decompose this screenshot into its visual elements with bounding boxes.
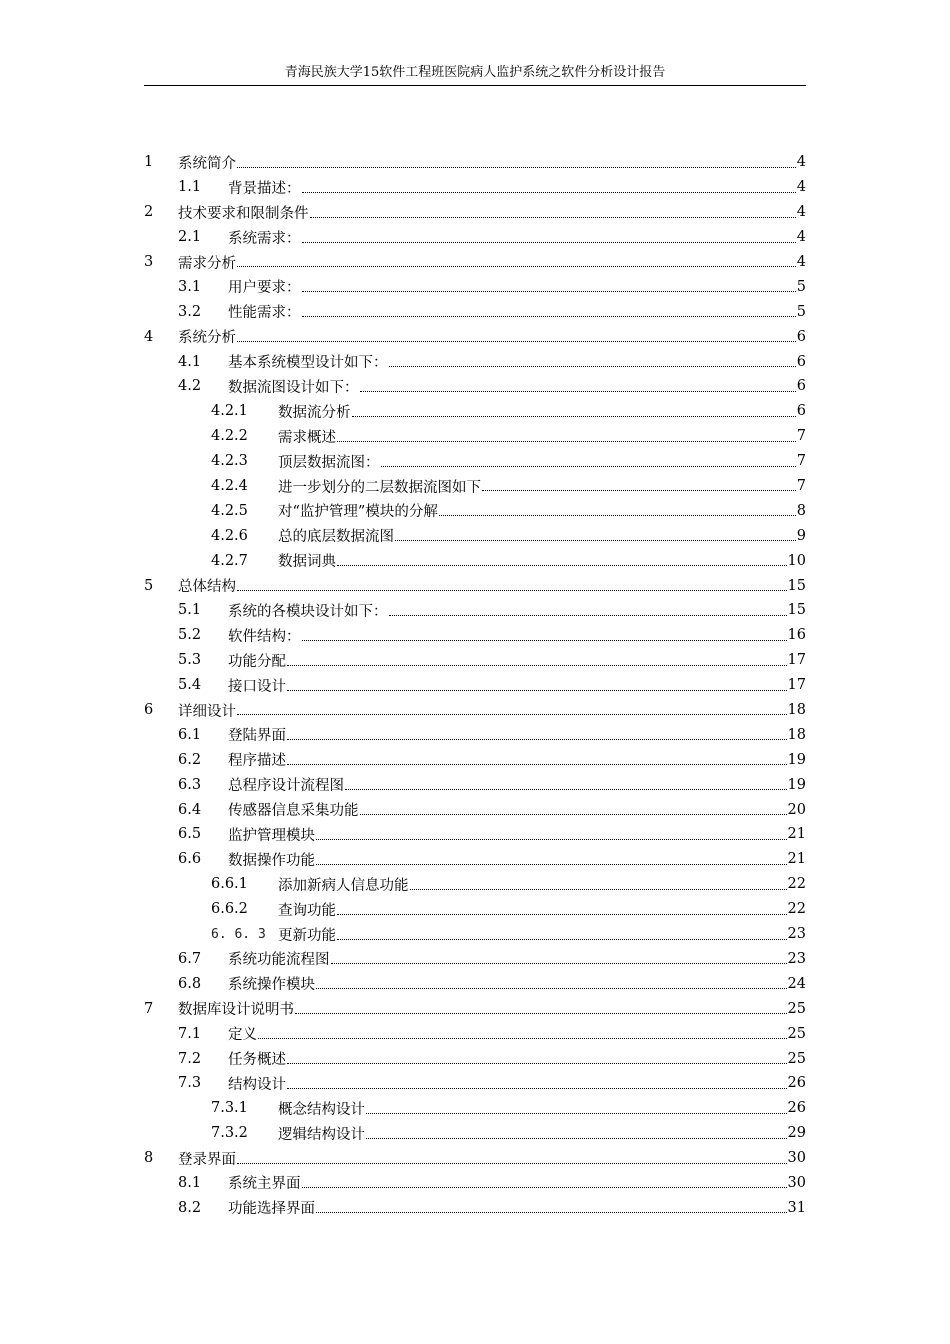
toc-entry-page: 8 [796,502,806,519]
toc-entry-number: 1 [144,154,154,171]
toc-entry-number: 6 [144,702,154,719]
toc-entry-number: 6.7 [178,950,202,967]
toc-entry-title: 数据流图设计如下： [228,379,359,396]
toc-dot-leader [287,1062,787,1064]
toc-entry[interactable] [144,324,806,349]
toc-entry[interactable] [144,722,806,747]
toc-entry[interactable] [144,498,806,523]
toc-entry-title: 功能选择界面 [228,1201,315,1218]
toc-entry-title: 查询功能 [278,902,336,919]
toc-dot-leader [316,987,787,989]
toc-entry[interactable] [144,747,806,772]
toc-entry-number: 4.2.4 [211,478,248,495]
toc-entry-title: 数据操作功能 [228,852,315,869]
toc-entry-number: 4.1 [178,353,202,370]
toc-entry-page: 23 [787,950,806,967]
toc-dot-leader [331,962,787,964]
toc-dot-leader [337,440,796,442]
toc-entry-number: 7.3.2 [211,1125,248,1142]
toc-entry[interactable] [144,573,806,598]
toc-entry-page: 9 [796,527,806,544]
toc-entry-page: 5 [796,303,806,320]
toc-entry-number: 7.1 [178,1025,202,1042]
toc-entry-title: 背景描述： [228,180,301,197]
toc-entry-number: 1.1 [178,179,202,196]
toc-dot-leader [410,888,787,890]
toc-dot-leader [337,913,787,915]
toc-dot-leader [316,863,787,865]
toc-entry[interactable] [144,449,806,474]
toc-entry[interactable] [144,648,806,673]
toc-entry-title: 系统的各模块设计如下： [228,603,388,620]
toc-dot-leader [482,489,796,491]
toc-entry-title: 总的底层数据流图 [278,529,394,546]
toc-entry-number: 8.2 [178,1199,202,1216]
toc-entry[interactable] [144,1046,806,1071]
toc-entry-number: 6.4 [178,801,202,818]
toc-entry-title: 程序描述 [228,753,286,770]
toc-entry-number: 6.6.2 [211,901,248,918]
toc-entry-title: 软件结构： [228,628,301,645]
toc-entry-number: 4.2.6 [211,527,248,544]
toc-entry-page: 7 [796,453,806,470]
toc-dot-leader [302,290,796,292]
toc-entry[interactable] [144,772,806,797]
toc-entry-title: 任务概述 [228,1052,286,1068]
toc-dot-leader [237,265,796,267]
toc-entry-page: 31 [787,1199,806,1216]
toc-dot-leader [258,1037,787,1039]
toc-entry-title: 数据流分析 [278,404,351,421]
toc-entry-title: 登陆界面 [228,728,286,745]
toc-dot-leader [287,763,787,765]
toc-dot-leader [439,514,796,516]
toc-entry-number: 6.8 [178,975,202,992]
toc-entry-page: 21 [787,851,806,868]
toc-entry-number: 6.6.1 [211,876,248,893]
toc-entry-page: 7 [796,478,806,495]
toc-entry[interactable] [144,673,806,698]
toc-entry-number: 5.1 [178,602,202,619]
toc-entry[interactable] [144,996,806,1021]
toc-entry-title: 系统简介 [178,155,236,172]
toc-entry-title: 更新功能 [278,927,336,944]
toc-dot-leader [287,689,787,691]
toc-dot-leader [360,813,787,815]
toc-entry[interactable] [144,274,806,299]
toc-entry[interactable] [144,250,806,275]
toc-entry[interactable] [144,1171,806,1196]
page-header [144,64,806,82]
toc-entry[interactable] [144,424,806,449]
toc-entry-page: 25 [787,1025,806,1042]
toc-dot-leader [237,713,787,715]
toc-entry[interactable] [144,299,806,324]
toc-entry-title: 对“监护管理”模块的分解 [278,504,438,521]
toc-entry[interactable] [144,523,806,548]
toc-entry-number: 6.1 [178,726,202,743]
toc-dot-leader [237,1162,787,1164]
toc-entry[interactable] [144,175,806,200]
toc-dot-leader [366,1137,787,1139]
toc-entry[interactable] [144,698,806,723]
toc-entry[interactable] [144,1071,806,1096]
toc-entry-page: 17 [787,652,806,669]
toc-entry[interactable] [144,947,806,972]
toc-entry-number: 4.2 [178,378,202,395]
toc-entry[interactable] [144,1021,806,1046]
toc-entry-number: 5.2 [178,627,202,644]
toc-entry-number: 7 [144,1000,154,1017]
header-rule [144,85,806,86]
toc-entry-page: 6 [796,353,806,370]
toc-entry-page: 23 [787,926,806,943]
toc-entry-number: 3.1 [178,278,202,295]
toc-dot-leader [337,564,787,566]
toc-entry-number: 7.3.1 [211,1100,248,1117]
toc-entry-title: 系统主界面 [228,1176,301,1193]
toc-entry-page: 4 [796,229,806,246]
toc-entry[interactable] [144,797,806,822]
toc-entry[interactable] [144,548,806,573]
toc-entry[interactable] [144,349,806,374]
toc-entry[interactable] [144,598,806,623]
toc-entry-number: 4 [144,328,154,345]
toc-entry[interactable] [144,474,806,499]
toc-entry[interactable] [144,822,806,847]
toc-entry[interactable] [144,374,806,399]
toc-entry-page: 30 [787,1174,806,1191]
toc-entry-number: 7.2 [178,1050,202,1067]
toc-entry-page: 26 [787,1075,806,1092]
toc-entry-title: 系统功能流程图 [228,952,330,969]
toc-entry-page: 25 [787,1000,806,1017]
toc-entry-number: 3 [144,254,154,270]
toc-dot-leader [237,166,796,168]
toc-entry-title: 接口设计 [228,678,286,695]
toc-entry-page: 19 [787,751,806,768]
toc-entry-title: 登录界面 [178,1151,236,1168]
toc-entry-number: 4.2.5 [211,502,248,519]
toc-dot-leader [389,614,787,616]
toc-dot-leader [287,738,787,740]
toc-entry-page: 30 [787,1150,806,1167]
toc-entry-number: 8.1 [178,1174,202,1191]
toc-entry-title: 总体结构 [178,579,236,596]
toc-entry-page: 19 [787,776,806,793]
toc-dot-leader [310,216,796,218]
toc-entry-page: 16 [787,627,806,644]
toc-entry-page: 15 [787,602,806,619]
toc-entry-page: 5 [796,278,806,295]
toc-entry[interactable] [144,897,806,922]
toc-entry-page: 10 [787,552,806,569]
toc-entry-number: 2.1 [178,229,202,246]
toc-dot-leader [381,465,796,467]
toc-entry-page: 24 [787,975,806,992]
toc-entry-page: 6 [796,328,806,345]
toc-entry[interactable] [144,872,806,897]
toc-entry-page: 25 [787,1050,806,1067]
toc-entry-page: 4 [796,254,806,270]
toc-entry-title: 性能需求： [228,305,301,322]
toc-entry-number: 7.3 [178,1075,202,1092]
toc-entry[interactable] [144,1121,806,1146]
toc-entry[interactable] [144,1195,806,1220]
toc-entry-number: 6.2 [178,751,202,768]
toc-entry-number: 6.3 [178,776,202,793]
toc-entry-title: 系统需求： [228,230,301,247]
toc-entry-title: 数据词典 [278,554,336,571]
toc-dot-leader [302,639,787,641]
toc-entry-title: 定义 [228,1027,257,1044]
toc-dot-leader [366,1112,787,1114]
toc-entry[interactable] [144,225,806,250]
toc-dot-leader [360,390,796,392]
toc-entry-page: 6 [796,378,806,395]
toc-entry[interactable] [144,623,806,648]
toc-entry-title: 数据库设计说明书 [178,1002,294,1019]
toc-entry-page: 15 [787,577,806,594]
toc-dot-leader [389,365,796,367]
toc-entry-page: 21 [787,826,806,843]
toc-entry-title: 基本系统模型设计如下： [228,355,388,372]
toc-entry-page: 18 [787,726,806,743]
toc-entry-number: 5 [144,577,154,594]
toc-entry-title: 总程序设计流程图 [228,778,344,795]
toc-entry-title: 逻辑结构设计 [278,1126,365,1143]
toc-entry-title: 系统操作模块 [228,977,315,994]
toc-entry-page: 7 [796,428,806,445]
toc-entry-page: 6 [796,403,806,420]
toc-entry-title: 系统分析 [178,330,236,347]
toc-entry-number: 5.3 [178,652,202,669]
toc-entry-page: 17 [787,677,806,694]
toc-entry-page: 20 [787,801,806,818]
toc-dot-leader [395,539,796,541]
toc-dot-leader [237,589,787,591]
toc-dot-leader [302,241,796,243]
toc-dot-leader [352,415,796,417]
toc-entry-number: 4.2.1 [211,403,248,420]
toc-entry-title: 监护管理模块 [228,827,315,844]
toc-entry-title: 需求概述 [278,429,336,446]
toc-entry-number: 8 [144,1150,154,1167]
toc-entry-title: 用户要求： [228,280,301,297]
toc-entry-title: 概念结构设计 [278,1101,365,1118]
toc-entry-page: 4 [796,179,806,196]
toc-dot-leader [287,1087,787,1089]
toc-entry-title: 功能分配 [228,653,286,670]
table-of-contents [144,150,806,1220]
toc-dot-leader [237,340,796,342]
toc-entry[interactable] [144,922,806,947]
toc-entry-title: 技术要求和限制条件 [178,205,309,222]
toc-entry[interactable] [144,399,806,424]
toc-dot-leader [302,315,796,317]
toc-entry-title: 进一步划分的二层数据流图如下 [278,479,481,496]
toc-entry-title: 结构设计 [228,1076,286,1093]
toc-dot-leader [302,1186,787,1188]
toc-entry-title: 需求分析 [178,255,236,272]
toc-entry-page: 18 [787,702,806,719]
header-title: 青海民族大学15软件工程班医院病人监护系统之软件分析设计报告 [284,65,666,80]
toc-entry-page: 22 [787,901,806,918]
toc-dot-leader [316,1211,787,1213]
toc-entry[interactable] [144,200,806,225]
toc-entry-title: 传感器信息采集功能 [228,803,359,820]
toc-entry-page: 29 [787,1125,806,1142]
toc-entry-title: 添加新病人信息功能 [278,877,409,894]
toc-entry[interactable] [144,150,806,175]
toc-entry[interactable] [144,1146,806,1171]
toc-dot-leader [287,664,787,666]
toc-entry-number: 3.2 [178,303,202,320]
toc-entry-number: 4.2.2 [211,428,248,445]
toc-entry-number: 4.2.7 [211,552,248,569]
toc-entry-number: 2 [144,204,154,221]
toc-dot-leader [316,838,787,840]
toc-entry-page: 22 [787,876,806,893]
toc-entry-number: 6.6 [178,851,202,868]
toc-entry-number: 5.4 [178,677,202,694]
toc-entry-number: 6.5 [178,826,202,843]
toc-entry[interactable] [144,971,806,996]
toc-dot-leader [302,191,796,193]
toc-entry-number: 4.2.3 [211,453,248,470]
toc-dot-leader [337,938,787,940]
toc-entry-page: 4 [796,154,806,171]
toc-dot-leader [345,788,787,790]
toc-entry[interactable] [144,847,806,872]
toc-entry-page: 4 [796,204,806,221]
toc-entry-title: 顶层数据流图： [278,454,380,471]
toc-entry[interactable] [144,1096,806,1121]
toc-entry-title: 详细设计 [178,703,236,720]
toc-entry-page: 26 [787,1100,806,1117]
toc-dot-leader [295,1012,787,1014]
toc-entry-number: 6. 6. 3 [211,926,266,942]
